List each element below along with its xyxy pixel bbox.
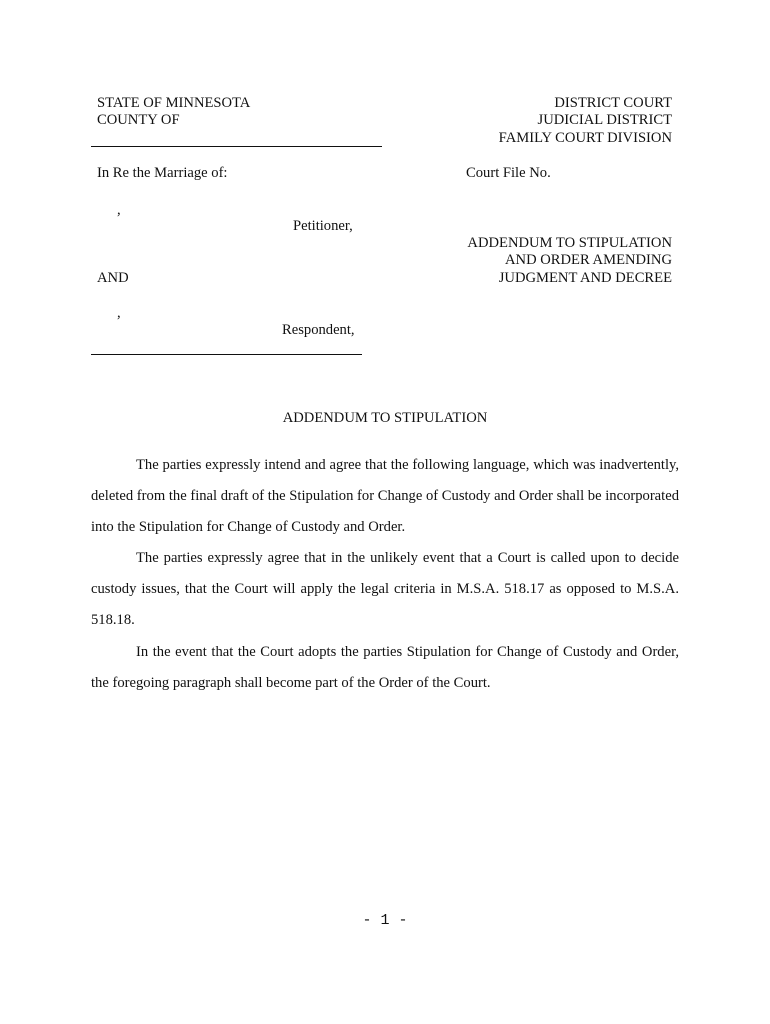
paragraph-3: In the event that the Court adopts the parties Stipulation for Change of Custody and Order, the foregoing paragraph shall become part of the Order of the Court. [91, 644, 679, 691]
paragraph-2: The parties expressly agree that in the unlikely event that a Court is called upon to decide custody issues, that the Court will apply the legal criteria in M.S.A. 518.17 as opposed to M.S.A. 518.18. [91, 550, 679, 628]
doc-title-line-3: JUDGMENT AND DECREE [498, 270, 672, 286]
section-heading: ADDENDUM TO STIPULATION [282, 410, 488, 426]
respondent-name-blank: , [117, 305, 121, 321]
paragraph-1: The parties expressly intend and agree that the following language, which was inadvertently, deleted from the final draft of the Stipulation for Change of Custody and Order shall be incorporated into the Stipulation for Change of Custody and Order. [91, 457, 679, 535]
state-label: STATE OF MINNESOTA [97, 95, 251, 111]
doc-title-line-2: AND ORDER AMENDING [504, 252, 672, 268]
respondent-label: Respondent, [282, 322, 355, 338]
petitioner-name-blank: , [117, 202, 121, 218]
petitioner-label: Petitioner, [293, 218, 353, 234]
caption-bottom-rule [91, 354, 362, 355]
district-label: JUDICIAL DISTRICT [537, 112, 672, 128]
page-number: - 1 - [362, 912, 408, 929]
county-label: COUNTY OF [97, 112, 180, 128]
doc-title-line-1: ADDENDUM TO STIPULATION [467, 235, 672, 251]
in-re-label: In Re the Marriage of: [97, 165, 228, 181]
county-underline [91, 146, 382, 147]
court-label: DISTRICT COURT [554, 95, 672, 111]
and-label: AND [97, 270, 129, 286]
court-file-label: Court File No. [466, 165, 551, 181]
division-label: FAMILY COURT DIVISION [498, 130, 672, 146]
